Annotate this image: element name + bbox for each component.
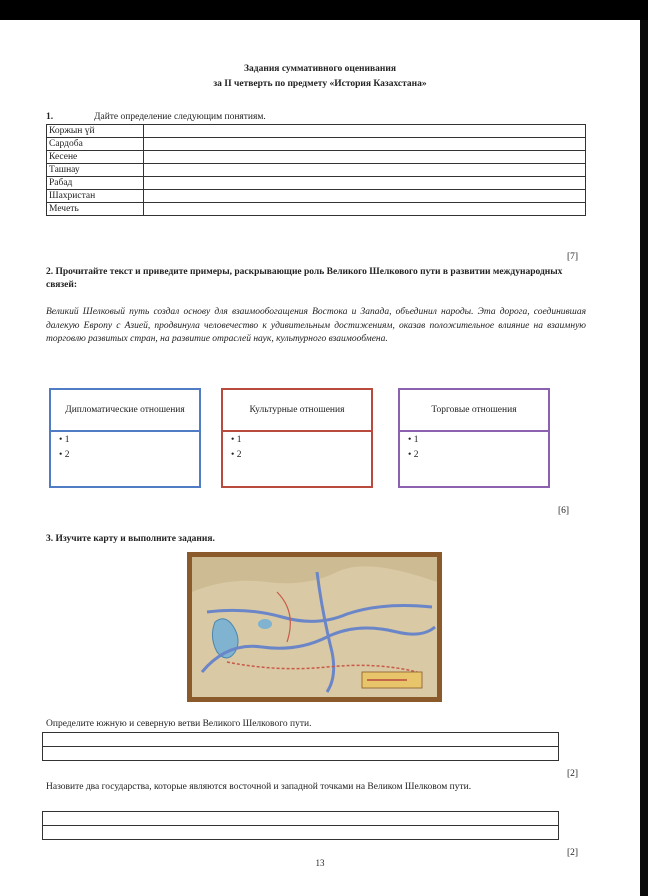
- task1-instruction: [46, 112, 266, 122]
- silk-road-map-image: [187, 552, 442, 702]
- definition-cell[interactable]: [144, 151, 586, 164]
- definition-cell[interactable]: [144, 138, 586, 151]
- table-row: [47, 203, 586, 216]
- table-row: [47, 177, 586, 190]
- task2-number: 2.: [46, 267, 54, 277]
- diplomatic-relations-box[interactable]: [49, 388, 201, 488]
- definition-cell[interactable]: [144, 164, 586, 177]
- table-row: [47, 125, 586, 138]
- term-cell: Коржын үй: [47, 125, 144, 138]
- task2-quote: Великий Шелковый путь создал основу для взаимообогащения Востока и Запада, объединил народы. Эта дорога, соединившая далекую Европу с Азией, продвинула человечество к удивительным достижениям, оказав положительное влияние на взаимную торговлю развитых стран, на развитие отраслей наук, культурного взаимообмена.: [46, 307, 586, 344]
- term-cell: Сардоба: [47, 138, 144, 151]
- task1-text: Дайте определение следующим понятиям.: [94, 112, 266, 122]
- term-cell: Мечеть: [47, 203, 144, 216]
- box-item: • 2: [231, 450, 242, 460]
- answer-box-1[interactable]: [42, 732, 559, 761]
- task3-score2: [2]: [567, 848, 579, 858]
- trade-relations-box[interactable]: [398, 388, 550, 488]
- cultural-relations-box[interactable]: [221, 388, 373, 488]
- task3-text: Изучите карту и выполните задания.: [55, 534, 215, 544]
- box-item: • 2: [408, 450, 419, 460]
- box-title: Культурные отношения: [223, 390, 371, 432]
- answer-line[interactable]: [43, 826, 558, 839]
- task3-prompt2: Назовите два государства, которые являются восточной и западной точками на Великом Шелковом пути.: [46, 782, 472, 792]
- term-cell: Кесене: [47, 151, 144, 164]
- page-subtitle: за II четверть по предмету «История Казахстана»: [213, 79, 427, 89]
- task3-prompt1: Определите южную и северную ветви Великого Шелкового пути.: [46, 719, 312, 729]
- aral-sea: [258, 619, 272, 629]
- task2-score: [6]: [558, 506, 570, 516]
- table-row: [47, 138, 586, 151]
- terms-table: [46, 124, 586, 216]
- term-cell: Рабад: [47, 177, 144, 190]
- table-row: [47, 164, 586, 177]
- page-number: 13: [315, 858, 325, 868]
- task3-instruction: [46, 534, 215, 544]
- task3-number: 3.: [46, 534, 54, 544]
- definition-cell[interactable]: [144, 190, 586, 203]
- table-row: [47, 190, 586, 203]
- table-row: [47, 151, 586, 164]
- task2-instruction: [46, 266, 586, 292]
- box-item: • 1: [59, 435, 70, 445]
- task1-number: 1.: [46, 112, 54, 122]
- box-title: Торговые отношения: [400, 390, 548, 432]
- task1-score: [7]: [567, 252, 579, 262]
- term-cell: Ташнау: [47, 164, 144, 177]
- box-item: • 1: [231, 435, 242, 445]
- answer-line[interactable]: [43, 812, 558, 826]
- answer-line[interactable]: [43, 747, 558, 760]
- term-cell: Шахристан: [47, 190, 144, 203]
- right-edge-strip: [640, 20, 648, 896]
- answer-box-2[interactable]: [42, 811, 559, 840]
- box-title: Дипломатические отношения: [51, 390, 199, 432]
- definition-cell[interactable]: [144, 125, 586, 138]
- answer-line[interactable]: [43, 733, 558, 747]
- task3-score1: [2]: [567, 769, 579, 779]
- page-title: Задания суммативного оценивания: [244, 64, 396, 74]
- box-item: • 2: [59, 450, 70, 460]
- box-item: • 1: [408, 435, 419, 445]
- task2-text: Прочитайте текст и приведите примеры, раскрывающие роль Великого Шелкового пути в развитии международных связей:: [46, 267, 563, 290]
- definition-cell[interactable]: [144, 177, 586, 190]
- definition-cell[interactable]: [144, 203, 586, 216]
